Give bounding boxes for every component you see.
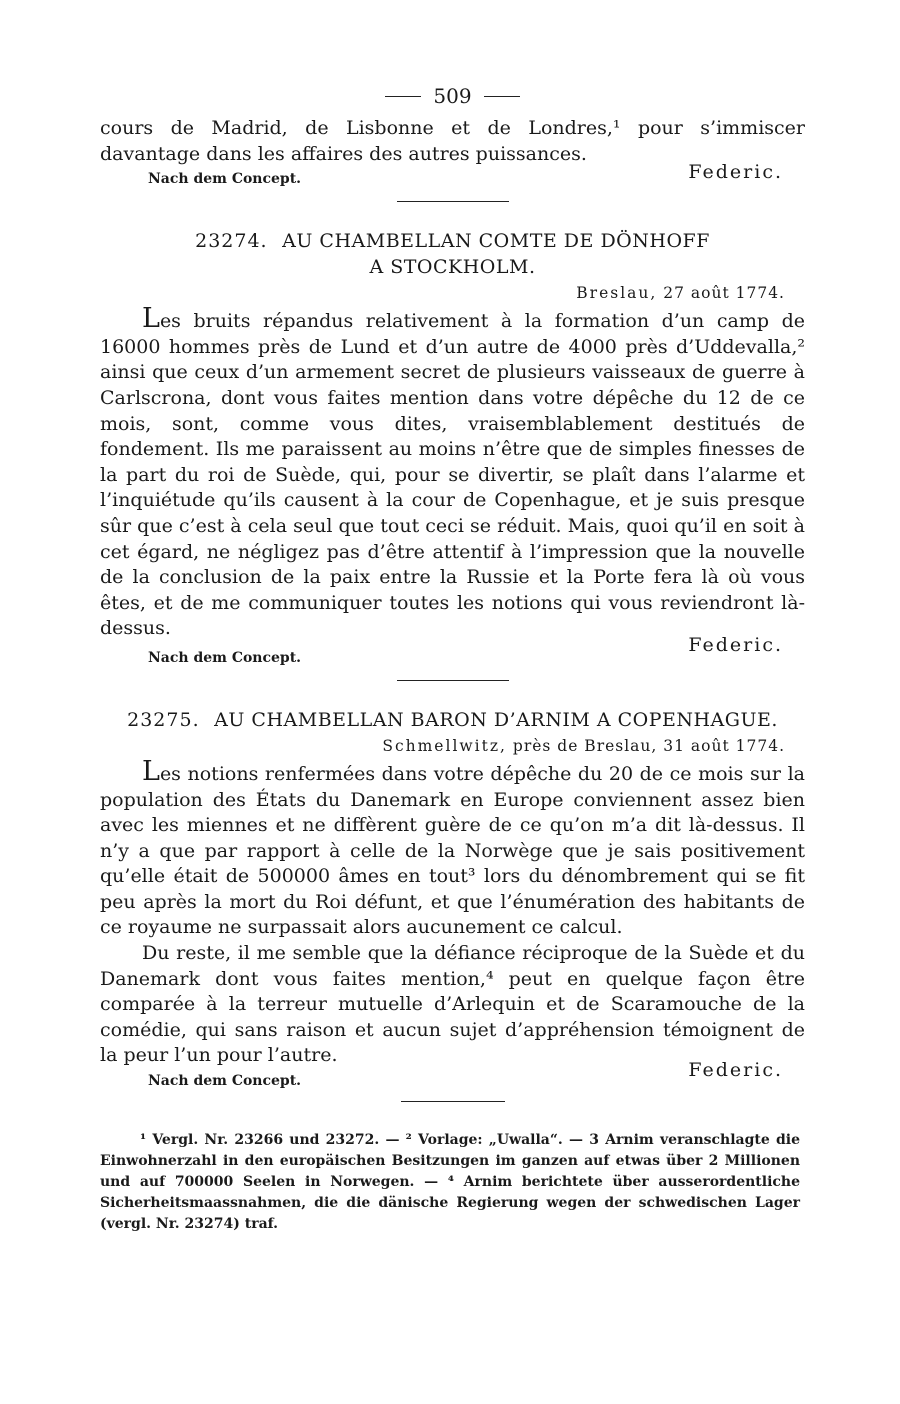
letter-heading: [100, 707, 805, 733]
section-divider: [397, 680, 509, 681]
letter-source: Nach dem Concept.: [148, 1073, 302, 1090]
page-number-dash-right: [484, 96, 520, 97]
continuation-signature-line: [100, 161, 805, 188]
letter-body-paragraph: Du reste, il me semble que la défiance réciproque de la Suède et du Danemark dont vous faites mention,⁴ peut en quelque façon être comparée à la terreur mutuelle d’Arlequin et de Scaramouche de la comédie, qui sans raison et aucun sujet d’appréhension témoignent de la peur l’un pour l’autre.: [100, 942, 805, 1067]
continuation-source: Nach dem Concept.: [148, 171, 302, 188]
letter-date: près de Breslau, 31 août 1774.: [512, 736, 785, 755]
letter-signature: Federic.: [688, 1059, 783, 1082]
drop-cap: L: [142, 755, 160, 787]
letter-number: 23274.: [195, 230, 268, 253]
letter-place: Breslau,: [576, 284, 658, 303]
letter-title: AU CHAMBELLAN BARON D’ARNIM A COPENHAGUE.: [214, 708, 778, 731]
page-number-dash-left: [385, 96, 421, 97]
page-number: 509: [433, 84, 472, 108]
footnote-divider: [401, 1101, 505, 1102]
page-number-header: [100, 84, 805, 108]
letter-place: Schmellwitz,: [382, 736, 507, 755]
section-divider: [397, 201, 509, 202]
letter-signature-line: [100, 633, 805, 666]
continuation-text: cours de Madrid, de Lisbonne et de Londres,¹ pour s’immiscer davantage dans les affaires des autres puissances.: [100, 117, 805, 165]
letter-signature-line: [100, 1059, 805, 1090]
footnote-text: ¹ Vergl. Nr. 23266 und 23272. — ² Vorlage: „Uwalla“. — 3 Arnim veranschlagte die Einwohnerzahl in den europäischen Besitzungen im ganzen auf etwas über 2 Millionen und auf 700000 Seelen in Norwegen. — ⁴ Arnim berichtete über ausserordentliche Sicherheitsmaassnahmen, die die dänische Regierung wegen der schwedischen Lager (vergl. Nr. 23274) traf.: [100, 1132, 800, 1233]
letter-place-date: [100, 737, 785, 755]
letter-date: 27 août 1774.: [663, 284, 785, 303]
letter-place-date: [100, 284, 785, 302]
letter-body: [100, 755, 805, 941]
letter-number: 23275.: [127, 708, 200, 731]
letter-signature: Federic.: [688, 633, 783, 656]
letter-title: AU CHAMBELLAN COMTE DE DÖNHOFF: [282, 230, 710, 253]
footnotes: [100, 1130, 800, 1235]
continuation-signature: Federic.: [688, 161, 783, 184]
book-page: [100, 84, 805, 1235]
letter-heading: [100, 228, 805, 254]
letter-body-text: es notions renfermées dans votre dépêche du 20 de ce mois sur la population des États du Danemark en Europe conviennent assez bien avec les miennes et ne diffèrent guère de ce qu’on m’a dit là-dessus. Il n’y a que par rapport à celle de la Norwège que je sais positivement qu’elle était de 500000 âmes en tout³ lors du dénombrement qui se fit peu après la mort du Roi défunt, et que l’énumération des habitants de ce royaume ne surpassait alors aucunement ce calcul.: [100, 762, 805, 939]
drop-cap: L: [142, 303, 160, 335]
letter-body-text: es bruits répandus relativement à la formation d’un camp de 16000 hommes près de Lund et d’un autre de 4000 près d’Uddevalla,² ainsi que ceux d’un armement secret de plusieurs vaisseaux de guerre à Carlscrona, dont vous faites mention dans votre dépêche du 12 de ce mois, sont, comme vous dites, vraisemblablement destitués de fondement. Ils me paraissent au moins n’être que de simples finesses de la part du roi de Suède, qui, pour se divertir, se plaît dans l’alarme et l’inquiétude qu’ils causent à la cour de Copenhague, et je suis presque sûr que c’est à cela seul que tout ceci se réduit. Mais, quoi qu’il en soit à cet égard, ne négligez pas d’être attentif à l’impression que la nouvelle de la conclusion de la paix entre la Russie et la Porte fera là où vous êtes, et de me communiquer toutes les notions qui vous reviendront là-dessus.: [100, 310, 805, 640]
letter-body: [100, 303, 805, 642]
letter-source: Nach dem Concept.: [148, 649, 302, 666]
letter-title-line2: A STOCKHOLM.: [369, 256, 536, 279]
